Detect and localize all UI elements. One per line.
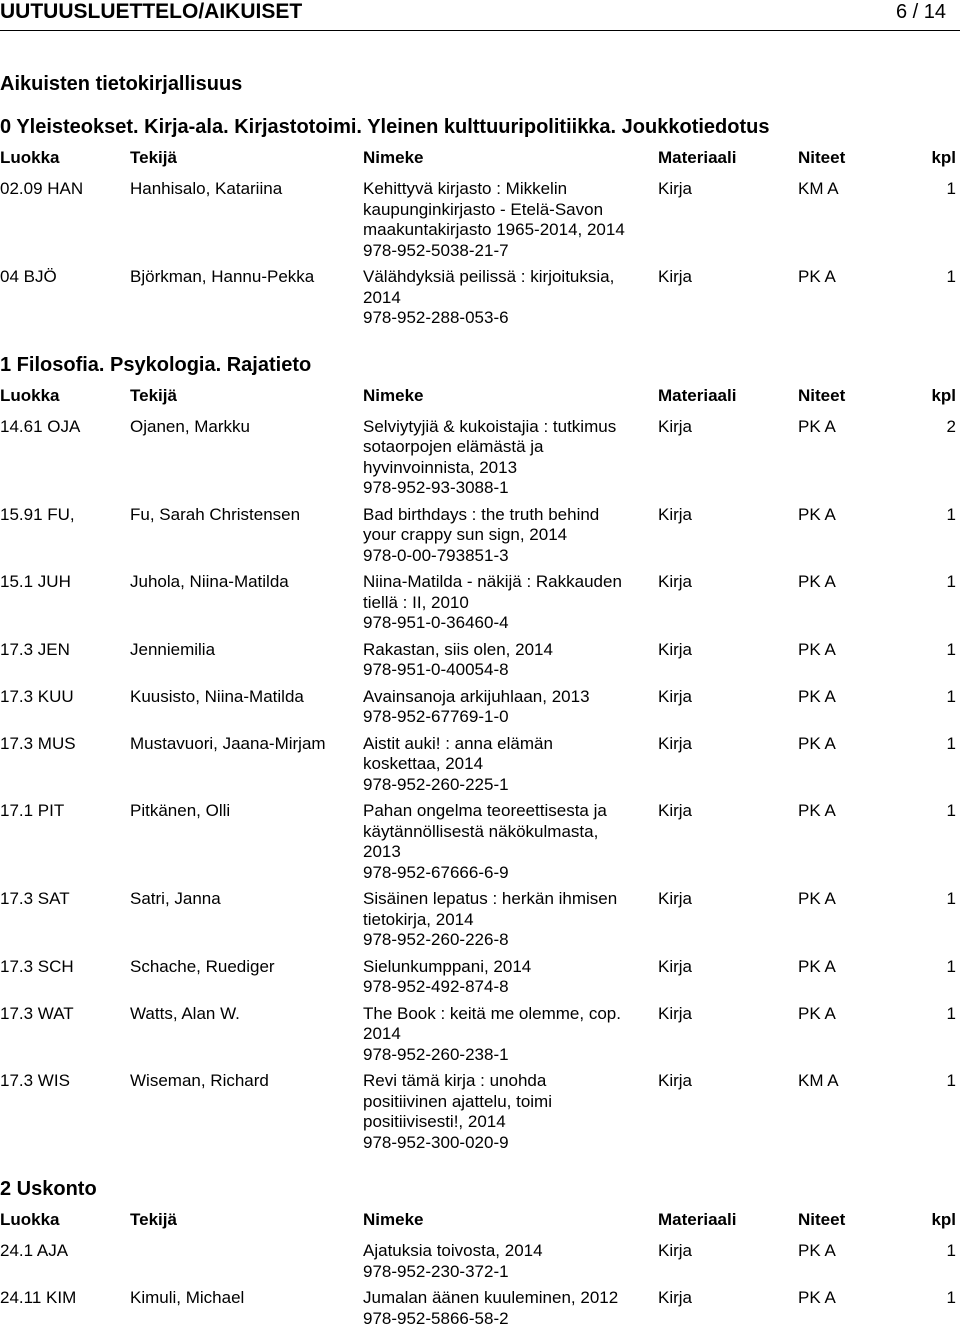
table-row xyxy=(0,1288,960,1329)
title-line: positiivisesti!, 2014 xyxy=(363,1112,506,1131)
table-row xyxy=(0,572,960,634)
material-type: Kirja xyxy=(658,1003,693,1023)
material-type: Kirja xyxy=(658,572,693,591)
class-code: 02.09 HAN xyxy=(0,179,84,198)
title-line: käytännöllisestä näkökulmasta, xyxy=(363,821,599,841)
column-header-materiaali: Materiaali xyxy=(658,148,737,167)
title-cell xyxy=(363,640,653,681)
class-code: 14.61 OJA xyxy=(0,416,81,436)
isbn: 978-952-5038-21-7 xyxy=(363,240,509,260)
author: Satri, Janna xyxy=(130,889,221,908)
column-header-tekija: Tekijä xyxy=(130,1210,177,1229)
author: Björkman, Hannu-Pekka xyxy=(130,267,315,286)
copies-location: PK A xyxy=(798,572,836,591)
title-cell xyxy=(363,889,653,951)
copies-location: PK A xyxy=(798,889,836,908)
class-code: 15.91 FU, xyxy=(0,504,75,524)
copies-location: KM A xyxy=(798,179,839,198)
copies-location: PK A xyxy=(798,504,836,524)
title-cell xyxy=(363,505,653,567)
author: Ojanen, Markku xyxy=(130,416,250,436)
title-line: 2014 xyxy=(363,1024,401,1043)
column-header-kpl: kpl xyxy=(931,385,956,405)
material-type: Kirja xyxy=(658,504,693,524)
title-cell xyxy=(363,179,653,261)
column-header-materiaali: Materiaali xyxy=(658,1210,737,1229)
header-spacer xyxy=(0,408,960,417)
column-header-luokka: Luokka xyxy=(0,148,60,167)
copies-location: PK A xyxy=(798,1288,836,1307)
author: Schache, Ruediger xyxy=(130,956,275,976)
material-type: Kirja xyxy=(658,686,693,706)
copies-location: PK A xyxy=(798,416,836,436)
isbn: 978-952-260-225-1 xyxy=(363,774,509,794)
author: Juhola, Niina-Matilda xyxy=(130,572,289,591)
column-header-materiaali: Materiaali xyxy=(658,385,737,405)
column-header-tekija: Tekijä xyxy=(130,148,177,167)
title-line: your crappy sun sign, 2014 xyxy=(363,525,568,544)
sections-container xyxy=(0,115,960,1335)
column-header-tekija: Tekijä xyxy=(130,385,177,405)
class-code: 17.3 JEN xyxy=(0,639,70,659)
copy-count: 2 xyxy=(946,416,956,436)
material-type: Kirja xyxy=(658,801,693,820)
title-line: maakuntakirjasto 1965-2014, 2014 xyxy=(363,220,625,239)
isbn: 978-952-492-874-8 xyxy=(363,977,509,996)
copy-count: 1 xyxy=(946,686,956,706)
title-line: Kehittyvä kirjasto : Mikkelin xyxy=(363,179,568,198)
column-header-kpl: kpl xyxy=(931,1210,956,1229)
column-header-luokka: Luokka xyxy=(0,385,60,405)
title-line: koskettaa, 2014 xyxy=(363,754,484,773)
title-line: Aistit auki! : anna elämän xyxy=(363,733,553,753)
copies-location: PK A xyxy=(798,686,836,706)
copy-count: 1 xyxy=(946,1288,956,1307)
isbn: 978-952-260-226-8 xyxy=(363,930,509,949)
title-cell xyxy=(363,1071,653,1153)
title-line: 2014 xyxy=(363,287,401,307)
column-header-niteet: Niteet xyxy=(798,1210,846,1229)
copies-location: PK A xyxy=(798,1003,836,1023)
column-header-row xyxy=(0,1208,960,1232)
isbn: 978-952-67769-1-0 xyxy=(363,707,509,726)
document-title: Aikuisten tietokirjallisuus xyxy=(0,73,243,95)
copies-location: PK A xyxy=(798,1241,836,1260)
isbn: 978-952-288-053-6 xyxy=(363,308,509,327)
isbn: 978-952-230-372-1 xyxy=(363,1261,509,1281)
title-line: positiivinen ajattelu, toimi xyxy=(363,1091,552,1111)
title-cell xyxy=(363,1241,653,1282)
class-code: 04 BJÖ xyxy=(0,267,57,286)
isbn: 978-952-93-3088-1 xyxy=(363,478,509,497)
row-spacer xyxy=(0,1153,960,1159)
title-line: Jumalan äänen kuuleminen, 2012 xyxy=(363,1288,619,1307)
title-line: Avainsanoja arkijuhlaan, 2013 xyxy=(363,686,590,706)
row-spacer xyxy=(0,329,960,335)
class-code: 24.1 AJA xyxy=(0,1241,69,1260)
class-code: 17.3 KUU xyxy=(0,686,74,706)
isbn: 978-951-0-40054-8 xyxy=(363,660,509,679)
title-line: kaupunginkirjasto - Etelä-Savon xyxy=(363,199,604,219)
title-line: Ajatuksia toivosta, 2014 xyxy=(363,1241,543,1260)
copies-location: PK A xyxy=(798,801,836,820)
column-header-nimeke: Nimeke xyxy=(363,1210,424,1229)
material-type: Kirja xyxy=(658,1241,693,1260)
author: Wiseman, Richard xyxy=(130,1071,269,1090)
copies-location: PK A xyxy=(798,267,836,286)
class-code: 24.11 KIM xyxy=(0,1288,77,1307)
title-line: Sielunkumppani, 2014 xyxy=(363,956,532,976)
class-code: 17.3 MUS xyxy=(0,733,76,753)
table-row xyxy=(0,957,960,998)
section-title: 0 Yleisteokset. Kirja-ala. Kirjastotoimi. Yleinen kulttuuripolitiikka. Joukkotiedotus xyxy=(0,116,770,138)
column-header-kpl: kpl xyxy=(931,148,956,167)
author: Kimuli, Michael xyxy=(130,1288,245,1307)
material-type: Kirja xyxy=(658,1071,693,1090)
title-line: hyvinvoinnista, 2013 xyxy=(363,457,518,477)
isbn: 978-952-260-238-1 xyxy=(363,1044,509,1064)
title-line: The Book : keitä me olemme, cop. xyxy=(363,1003,621,1023)
copies-location: KM A xyxy=(798,1071,839,1090)
column-header-luokka: Luokka xyxy=(0,1210,60,1229)
title-cell xyxy=(363,957,653,998)
catalog-content xyxy=(0,62,960,1335)
isbn: 978-952-5866-58-2 xyxy=(363,1308,509,1328)
title-line: Rakastan, siis olen, 2014 xyxy=(363,639,553,659)
material-type: Kirja xyxy=(658,267,693,286)
title-cell xyxy=(363,734,653,796)
author: Fu, Sarah Christensen xyxy=(130,504,301,524)
copy-count: 1 xyxy=(946,956,956,976)
title-line: tiellä : II, 2010 xyxy=(363,592,469,612)
author: Jenniemilia xyxy=(130,639,216,659)
copies-location: PK A xyxy=(798,733,836,753)
copy-count: 1 xyxy=(946,1241,956,1260)
class-code: 17.1 PIT xyxy=(0,801,65,820)
copy-count: 1 xyxy=(946,801,956,820)
table-row xyxy=(0,640,960,681)
title-cell xyxy=(363,801,653,883)
table-row xyxy=(0,1071,960,1153)
page-header xyxy=(0,0,960,32)
table-row xyxy=(0,1241,960,1282)
material-type: Kirja xyxy=(658,639,693,659)
column-header-niteet: Niteet xyxy=(798,385,846,405)
table-row xyxy=(0,267,960,329)
table-row xyxy=(0,1004,960,1066)
title-cell xyxy=(363,267,653,329)
title-line: Revi tämä kirja : unohda xyxy=(363,1071,547,1090)
class-code: 15.1 JUH xyxy=(0,572,71,591)
title-line: Pahan ongelma teoreettisesta ja xyxy=(363,801,607,820)
isbn: 978-952-300-020-9 xyxy=(363,1132,509,1152)
header-spacer xyxy=(0,170,960,179)
column-header-row xyxy=(0,384,960,408)
title-line: Välähdyksiä peilissä : kirjoituksia, xyxy=(363,267,615,286)
catalog-title: UUTUUSLUETTELO/AIKUISET xyxy=(0,0,303,23)
copy-count: 1 xyxy=(946,733,956,753)
material-type: Kirja xyxy=(658,956,693,976)
column-header-nimeke: Nimeke xyxy=(363,385,424,405)
class-code: 17.3 WIS xyxy=(0,1071,70,1090)
copy-count: 1 xyxy=(946,1003,956,1023)
title-cell xyxy=(363,687,653,728)
author: Kuusisto, Niina-Matilda xyxy=(130,686,304,706)
class-code: 17.3 WAT xyxy=(0,1003,74,1023)
class-code: 17.3 SAT xyxy=(0,889,70,908)
title-line: Niina-Matilda - näkijä : Rakkauden xyxy=(363,572,622,591)
isbn: 978-951-0-36460-4 xyxy=(363,613,509,632)
table-row xyxy=(0,734,960,796)
author: Pitkänen, Olli xyxy=(130,801,231,820)
isbn: 978-952-67666-6-9 xyxy=(363,862,509,882)
author: Watts, Alan W. xyxy=(130,1003,240,1023)
material-type: Kirja xyxy=(658,416,693,436)
copy-count: 1 xyxy=(946,267,956,286)
section-title: 2 Uskonto xyxy=(0,1178,97,1200)
table-row xyxy=(0,889,960,951)
title-line: tietokirja, 2014 xyxy=(363,909,474,929)
title-line: 2013 xyxy=(363,842,401,861)
title-line: sotaorpojen elämästä ja xyxy=(363,437,544,456)
copy-count: 1 xyxy=(946,179,956,198)
title-cell xyxy=(363,572,653,634)
section-title: 1 Filosofia. Psykologia. Rajatieto xyxy=(0,353,312,376)
page-number: 6 / 14 xyxy=(895,1,946,23)
copies-location: PK A xyxy=(798,639,836,659)
column-header-row xyxy=(0,146,960,170)
copy-count: 1 xyxy=(946,1071,956,1090)
material-type: Kirja xyxy=(658,1288,693,1307)
author: Hanhisalo, Katariina xyxy=(130,179,283,198)
column-header-nimeke: Nimeke xyxy=(363,148,424,167)
copy-count: 1 xyxy=(946,504,956,524)
copy-count: 1 xyxy=(946,572,956,591)
copies-location: PK A xyxy=(798,956,836,976)
column-header-niteet: Niteet xyxy=(798,148,846,167)
material-type: Kirja xyxy=(658,179,693,198)
isbn: 978-0-00-793851-3 xyxy=(363,545,509,565)
material-type: Kirja xyxy=(658,733,693,753)
title-line: Sisäinen lepatus : herkän ihmisen xyxy=(363,889,618,908)
material-type: Kirja xyxy=(658,889,693,908)
copy-count: 1 xyxy=(946,639,956,659)
table-row xyxy=(0,687,960,728)
table-row xyxy=(0,417,960,499)
header-spacer xyxy=(0,1232,960,1241)
copy-count: 1 xyxy=(946,889,956,908)
table-row xyxy=(0,505,960,567)
title-cell xyxy=(363,417,653,499)
header-divider xyxy=(0,30,960,31)
table-row xyxy=(0,179,960,261)
author: Mustavuori, Jaana-Mirjam xyxy=(130,733,326,753)
title-cell xyxy=(363,1004,653,1066)
title-line: Bad birthdays : the truth behind xyxy=(363,504,600,524)
class-code: 17.3 SCH xyxy=(0,956,74,976)
title-line: Selviytyjiä & kukoistajia : tutkimus xyxy=(363,416,617,436)
title-cell xyxy=(363,1288,653,1329)
table-row xyxy=(0,801,960,883)
